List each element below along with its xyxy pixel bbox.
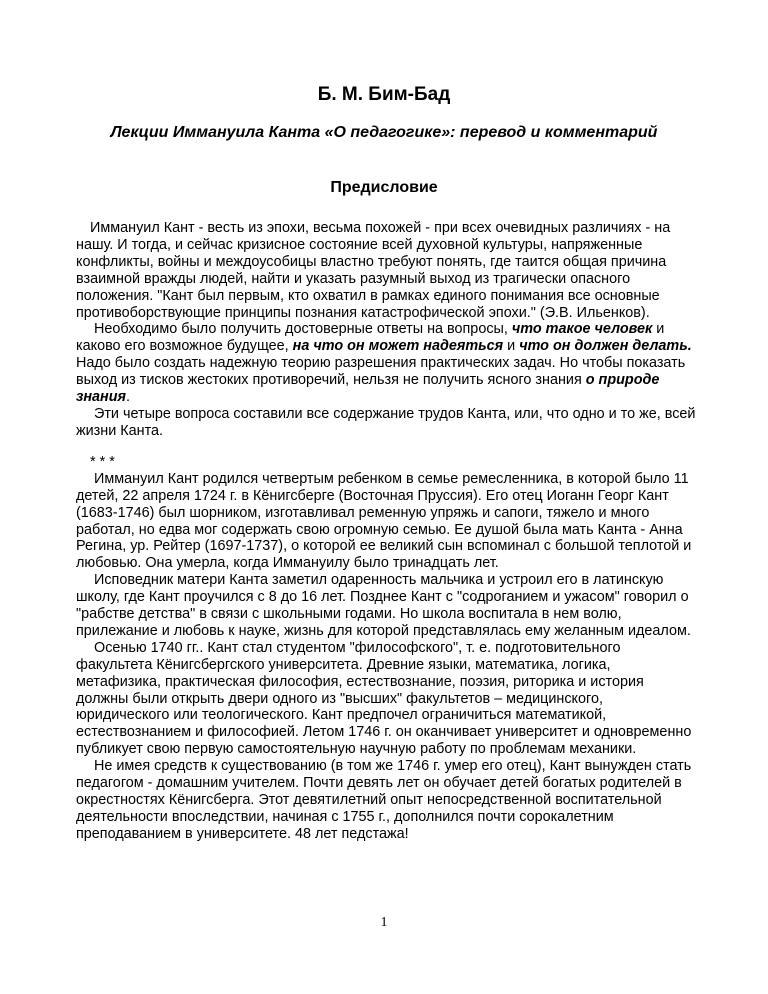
paragraph-7: Не имея средств к существованию (в том же 1746 г. умер его отец), Кант вынужден стать педагогом - домашним учителем. Почти девять лет он обучает детей богатых родителей в окрестностях Кёнигсберга. Этот девятилетний опыт непосредственной воспитательной деятельности впоследствии, начиная с 1755 г., дополнился почти сорокалетним преподаванием в университете. 48 лет педстажа! (76, 758, 692, 842)
paragraph-2 (76, 321, 698, 406)
emphasis-what-is-man: что такое человек (511, 321, 653, 338)
paragraph-2-text: и (503, 338, 520, 355)
section-separator: * * * (90, 453, 115, 470)
paragraph-2-text: Надо было создать надежную теорию разрешения практических задач. Но чтобы показать выход из тисков жестоких противоречий, нельзя не получить ясного знания (76, 355, 686, 389)
paragraph-2-text: . (126, 389, 130, 406)
paragraph-2-text: и каково его возможное будущее, (76, 321, 665, 355)
paragraph-3: Эти четыре вопроса составили все содержание трудов Канта, или, что одно и то же, всей жизни Канта. (76, 405, 696, 439)
emphasis-what-may-hope: на что он может надеяться (292, 338, 504, 355)
paragraph-5: Исповедник матери Канта заметил одаренность мальчика и устроил его в латинскую школу, где Кант проучился с 8 до 16 лет. Позднее Кант с "содроганием и ужасом" говорил о "рабстве детства" в связи с школьными годами. Но школа воспитала в нем волю, прилежание и любовь к науке, жизнь для которой представлялась ему желанным идеалом. (76, 572, 691, 639)
body-text (76, 220, 698, 843)
section-heading: Предисловие (330, 179, 438, 196)
paragraph-2-text: Необходимо было получить достоверные ответы на вопросы, (94, 321, 512, 338)
author-name: Б. М. Бим-Бад (317, 84, 451, 105)
page-number: 1 (380, 915, 388, 930)
paragraph-4: Иммануил Кант родился четвертым ребенком в семье ремесленника, в которой было 11 детей, 22 апреля 1724 г. в Кёнигсберге (Восточная Пруссия). Его отец Иоганн Георг Кант (1683-1746) был шорником, изготавливал ременную упряжь и сапоги, тяжело и много работал, но едва мог содержать свою огромную семью. Ее душой была мать Канта - Анна Регина, ур. Рейтер (1697-1737), о которой ее великий сын вспоминал с большой теплотой и любовью. Она умерла, когда Иммануилу было тринадцать лет. (76, 470, 692, 572)
emphasis-what-must-do: что он должен делать. (519, 338, 692, 355)
paragraph-1: Иммануил Кант - весть из эпохи, весьма похожей - при всех очевидных различиях - на нашу. И тогда, и сейчас кризисное состояние всей духовной культуры, напряженные конфликты, войны и междоусобицы властно требуют понять, где таится общая причина взаимной вражды людей, найти и указать разумный выход из трагически опасного положения. "Кант был первым, кто охватил в рамках единого понимания все основные противоборствующие принципы познания катастрофической эпохи." (Э.В. Ильенков). (76, 220, 671, 321)
paragraph-6: Осенью 1740 гг.. Кант стал студентом "философского", т. е. подготовительного факультета Кёнигсбергского университета. Древние языки, математика, логика, метафизика, практическая философия, естествознание, поэзия, риторика и история должны были открыть двери одного из "высших" факультетов – медицинского, юридического или теологического. Кант предпочел ограничиться математикой, естествознанием и философией. Летом 1746 г. он оканчивает университет и одновременно публикует свою первую самостоятельную научную работу по проблемам механики. (76, 639, 692, 758)
lecture-title: Лекции Иммануила Канта «О педагогике»: перевод и комментарий (110, 124, 658, 141)
emphasis-nature-of-knowledge: о природе знания (76, 372, 660, 406)
